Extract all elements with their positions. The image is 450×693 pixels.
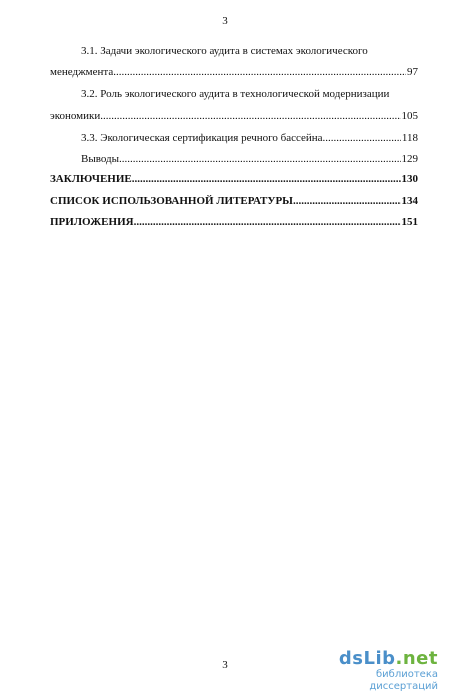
toc-entry-3-3-title: 3.3. Экологическая сертификация речного бассейна [81, 132, 323, 144]
toc-entry-references-title: СПИСОК ИСПОЛЬЗОВАННОЙ ЛИТЕРАТУРЫ [50, 195, 293, 207]
dslib-logo-accent: .net [395, 648, 438, 669]
toc-leader-dots [119, 152, 400, 166]
toc-entry-conclusion[interactable] [50, 172, 418, 186]
toc-entry-3-1-page: 97 [407, 66, 418, 78]
toc-leader-dots [323, 131, 401, 145]
toc-entry-conclusion-title: ЗАКЛЮЧЕНИЕ [50, 173, 132, 185]
toc-leader-dots [113, 65, 406, 79]
toc-entry-3-3-page: 118 [401, 132, 418, 144]
dslib-subtitle: библиотека диссертаций [369, 669, 438, 692]
toc-entry-3-2-title-part1: 3.2. Роль экологического аудита в технологической модернизации [81, 88, 390, 100]
toc-entry-appendices-title: ПРИЛОЖЕНИЯ [50, 216, 134, 228]
toc-entry-3-2-title-part2: экономики [50, 110, 101, 122]
toc-entry-conclusions-chapter-page: 129 [401, 153, 418, 165]
toc-entry-references-page: 134 [401, 195, 418, 207]
toc-entry-3-1-title-part1: 3.1. Задачи экологического аудита в системах экологического [81, 45, 368, 57]
toc-entry-3-2-line2[interactable] [50, 109, 418, 123]
toc-entry-3-2-page: 105 [401, 110, 418, 122]
dslib-logo-main: dsLib [338, 648, 396, 669]
page-number-top: 3 [222, 15, 228, 27]
toc-entry-3-2-line1 [81, 87, 418, 101]
toc-entry-conclusions-chapter[interactable] [81, 152, 418, 166]
toc-entry-3-1-line2[interactable] [50, 65, 418, 79]
toc-entry-references[interactable] [50, 194, 418, 208]
toc-entry-3-1-title-part2: менеджмента [50, 66, 114, 78]
dslib-logo [328, 649, 438, 669]
toc-leader-dots [293, 194, 401, 208]
toc-leader-dots [100, 109, 400, 123]
toc-entry-appendices-page: 151 [401, 216, 418, 228]
toc-entry-3-1-line1 [81, 44, 418, 58]
toc-leader-dots [134, 215, 401, 229]
toc-entry-appendices[interactable] [50, 215, 418, 229]
toc-entry-conclusions-chapter-title: Выводы [81, 153, 120, 165]
dslib-watermark[interactable] [328, 648, 438, 692]
toc-entry-3-3[interactable] [81, 131, 418, 145]
page-number-bottom: 3 [222, 659, 228, 671]
toc-entry-conclusion-page: 130 [401, 173, 418, 185]
toc-leader-dots [132, 172, 401, 186]
